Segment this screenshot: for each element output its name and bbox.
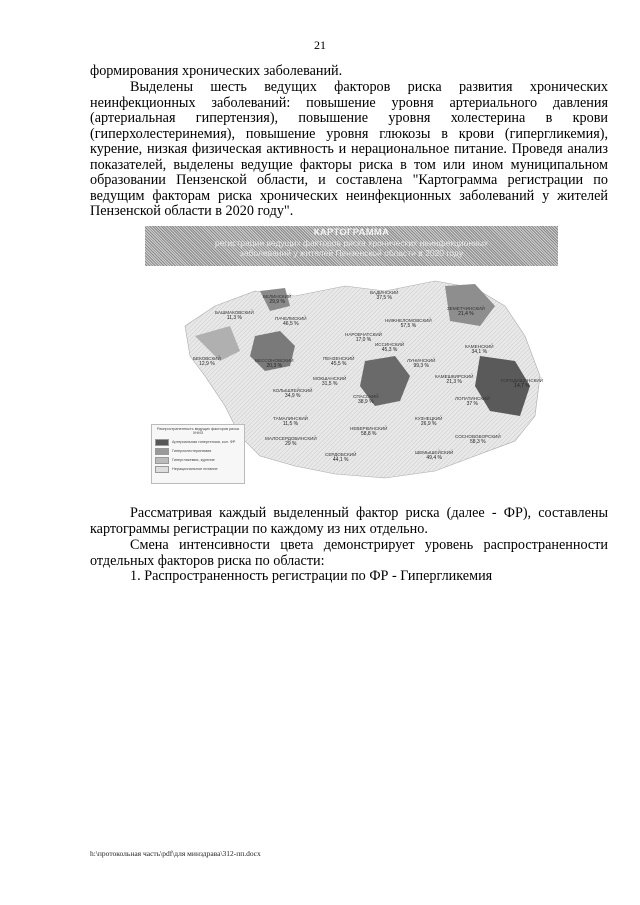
district-label-zemetchinsky: ЗЕМЕТЧИНСКИЙ 21,4 % [447, 306, 485, 317]
list-item-hyperglycemia: 1. Распространенность регистрации по ФР - Гипергликемия [130, 568, 493, 584]
legend-row [152, 438, 244, 447]
district-label-tamalinsky: ТАМАЛИНСКИЙ 11,5 % [273, 416, 308, 427]
district-label-issinsky: ИССИНСКИЙ 45,3 % [375, 342, 405, 353]
legend-label: Артериальная гипертензия, кол. ФР [172, 440, 236, 445]
legend-row [152, 465, 244, 474]
district-label-kameshkirsky: КАМЕШКИРСКИЙ 21,3 % [435, 374, 474, 385]
cartogram-legend [151, 424, 245, 484]
district-label-bashmakovsky: БАШМАКОВСКИЙ 11,3 % [215, 310, 254, 321]
cartogram-banner [145, 226, 558, 266]
paragraph-color-intensity: Смена интенсивности цвета демонстрирует уровень распространенности отдельных факторов риска по области: [90, 537, 608, 569]
district-label-sosnovoborsky: СОСНОВОБОРСКИЙ 58,3 % [455, 434, 501, 445]
cartogram-title: КАРТОГРАММА [313, 227, 390, 238]
page-number: 21 [314, 38, 326, 52]
district-label-bekovsky: БЕКОВСКИЙ 12,9 % [193, 356, 221, 367]
cartogram-subtitle-line1: регистрации ведущих факторов риска хронических неинфекционных [214, 238, 489, 248]
legend-title: Распространенность ведущих факторов риска ХНИЗ [156, 427, 240, 436]
district-label-penzensky: ПЕНЗЕНСКИЙ 45,5 % [323, 356, 355, 367]
district-label-kuznetsky: КУЗНЕЦКИЙ 26,9 % [415, 416, 443, 427]
paragraph-risk-factors: Выделены шесть ведущих факторов риска развития хронических неинфекционных заболеваний: повышение уровня артериального давления (артериальная гипертензия), повышение уровня холестерина в крови (гиперхолестеринемия), повышение уровня глюкозы в крови (гипергликемия), курение, низкая физическая активность и нерациональное питание. Проведя анализ показателей, выделены ведущие факторы риска в том или ином муниципальном образовании Пензенской области, и составлена "Картограмма регистрации по ведущим факторам риска хронических неинфекционных заболеваний у жителей Пензенской области в 2020 году". [90, 79, 608, 219]
district-label-luninsky: ЛУНИНСКИЙ 99,3 % [407, 358, 436, 369]
legend-row [152, 447, 244, 456]
district-label-vadinsky: ВАДИНСКИЙ 37,5 % [370, 290, 399, 301]
legend-swatch [155, 466, 169, 473]
legend-swatch [155, 439, 169, 446]
cartogram-figure [145, 226, 558, 488]
cartogram-map [145, 266, 558, 488]
cartogram-subtitle-line2: заболеваний у жителей Пензенской области в 2020 году [239, 248, 464, 258]
district-label-pachelmsky: ПАЧЕЛМСКИЙ 46,5 % [275, 316, 307, 327]
district-label-neverkinsky: НЕВЕРКИНСКИЙ 58,8 % [350, 426, 388, 437]
district-label-spassky: СПАССКИЙ 38,9 % [353, 394, 379, 405]
district-label-gorodishchensky: ГОРОДИЩЕНСКИЙ 14,7 % [501, 378, 543, 389]
district-label-kolyshleysky: КОЛЫШЛЕЙСКИЙ 34,9 % [273, 388, 313, 399]
district-label-belinsky: БЕЛИНСКИЙ 29,9 % [263, 294, 292, 305]
legend-label: Нерациональное питание [172, 467, 218, 472]
legend-label: Гипергликемия, курение [172, 458, 215, 463]
legend-swatch [155, 448, 169, 455]
district-label-narovchatsky: НАРОВЧАТСКИЙ 17,0 % [345, 332, 382, 343]
district-label-maloserdobinsky: МАЛОСЕРДОБИНСКИЙ 29 % [265, 436, 317, 447]
legend-label: Гиперхолестеринемия [172, 449, 212, 454]
district-label-lopatinsky: ЛОПАТИНСКИЙ 37 % [455, 396, 490, 407]
paragraph-separate-cartograms: Рассматривая каждый выделенный фактор риска (далее - ФР), составлены картограммы регистрации по каждому из них отдельно. [90, 505, 608, 537]
footer-file-path: h:\протокольная часть\pdf\для минздрава\312-пп.docx [90, 849, 261, 858]
district-label-nizhnelomovsky: НИЖНЕЛОМОВСКИЙ 57,5 % [385, 318, 432, 329]
district-label-kamensky: КАМЕНСКИЙ 34,1 % [465, 344, 494, 355]
district-label-serdobsky: СЕРДОБСКИЙ 44,1 % [325, 452, 357, 463]
district-label-shemysheysky: ШЕМЫШЕЙСКИЙ 49,4 % [415, 450, 454, 461]
legend-row [152, 456, 244, 465]
district-label-mokshansky: МОКШАНСКИЙ 31,5 % [313, 376, 347, 387]
legend-swatch [155, 457, 169, 464]
paragraph-continuation: формирования хронических заболеваний. [90, 63, 343, 79]
district-label-bessonovsky: БЕССОНОВСКИЙ 20,3 % [255, 358, 294, 369]
